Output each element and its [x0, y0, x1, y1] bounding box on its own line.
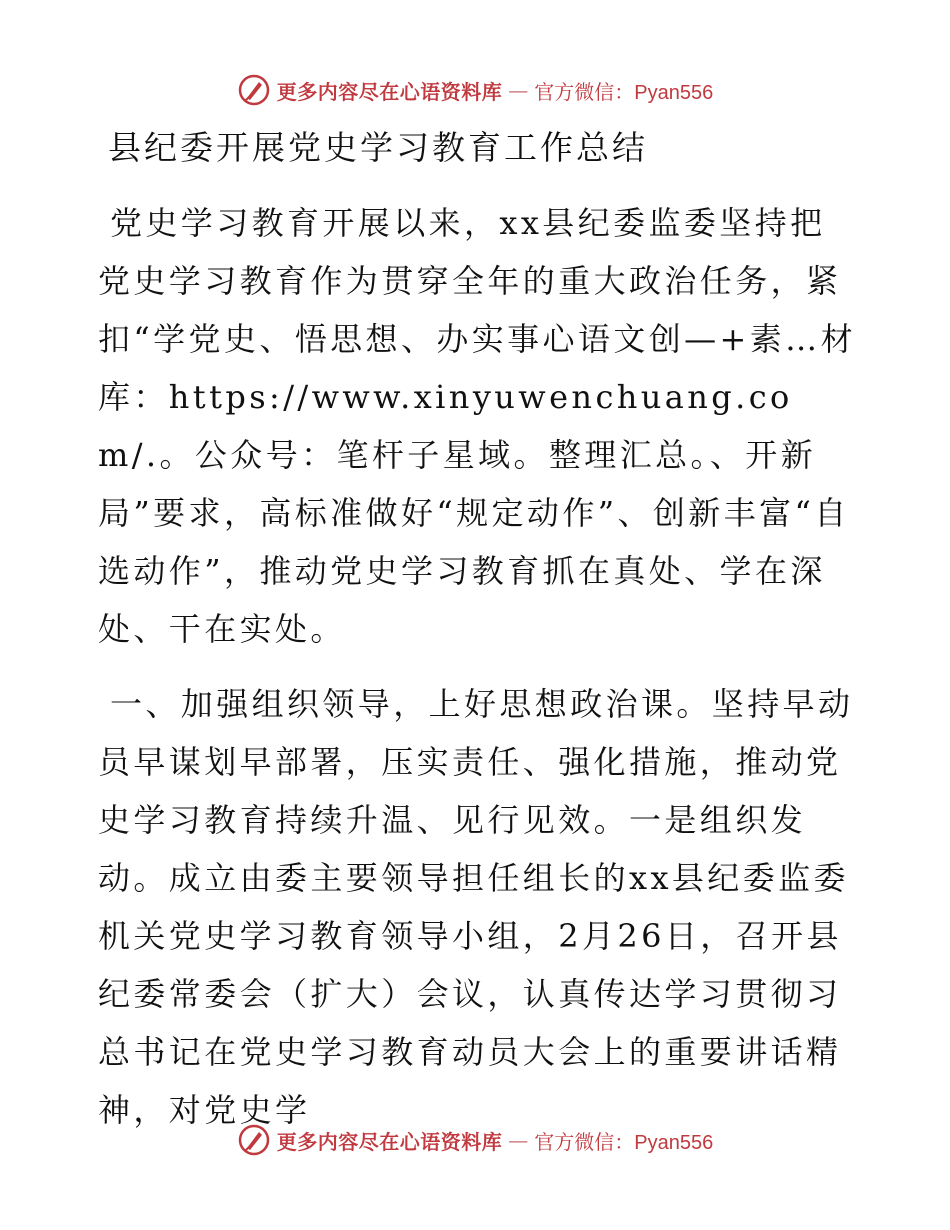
- body-paragraph-1: 党史学习教育开展以来，xx县纪委监委坚持把党史学习教育作为贯穿全年的重大政治任务，紧扣“学党史、悟思想、办实事心语文创—+素…材库：https://www.xinyuwenchuang.com/.。公众号：笔杆子星域。整理汇总。、开新局”要求，高标准做好“规定动作”、创新丰富“自选动作”，推动党史学习教育抓在真处、学在深处、干在实处。: [98, 204, 856, 648]
- quill-pen-logo-icon: [237, 73, 271, 107]
- footer-banner: [0, 1120, 950, 1160]
- header-banner-content: [237, 73, 713, 107]
- body-paragraph-2: 一、加强组织领导，上好思想政治课。坚持早动员早谋划早部署，压实责任、强化措施，推动党史学习教育持续升温、见行见效。一是组织发动。成立由委主要领导担任组长的xx县纪委监委机关党史学习教育领导小组，2月26日，召开县纪委常委会（扩大）会议，认真传达学习贯彻习总书记在党史学习教育动员大会上的重要讲话精神，对党史学: [98, 685, 854, 1129]
- footer-banner-content: [237, 1123, 713, 1157]
- quill-pen-logo-icon: [237, 1123, 271, 1157]
- header-banner-text: 更多内容尽在心语资料库: [276, 79, 503, 104]
- footer-banner-separator: —: [508, 1128, 529, 1152]
- header-banner: [0, 70, 950, 110]
- document-title: 县纪委开展党史学习教育工作总结: [108, 128, 648, 167]
- footer-banner-text: 更多内容尽在心语资料库: [276, 1129, 503, 1154]
- footer-banner-contact: 官方微信：Pyan556: [534, 1131, 714, 1154]
- header-banner-contact: 官方微信：Pyan556: [534, 81, 714, 104]
- header-banner-separator: —: [508, 78, 529, 102]
